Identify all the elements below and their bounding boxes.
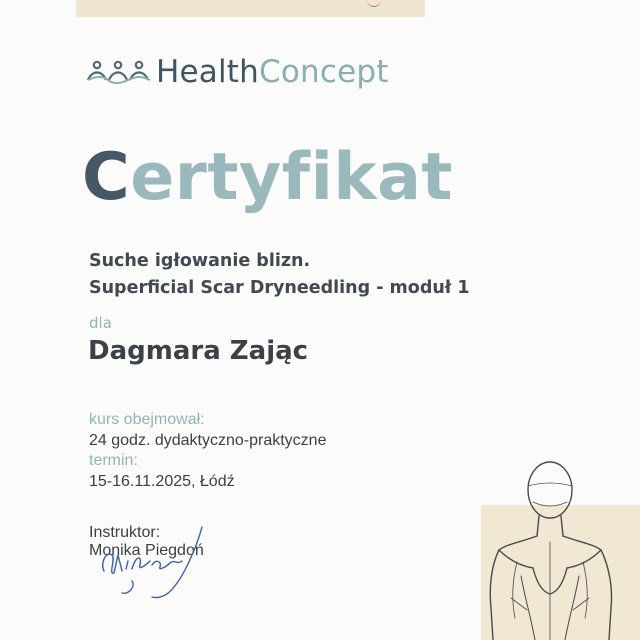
scope-label: kurs obejmował: — [89, 411, 205, 428]
scope-value: 24 godz. dydaktyczno-praktyczne — [89, 431, 327, 449]
course-details — [89, 410, 326, 492]
certificate-title — [82, 138, 453, 218]
instructor-name: Monika Piegdoń — [89, 542, 204, 559]
top-decorative-band — [76, 0, 425, 17]
date-value: 15-16.11.2025, Łódź — [89, 472, 235, 490]
three-figures-logo-icon — [86, 52, 152, 92]
course-title-line1: Suche igłowanie blizn. — [89, 251, 311, 271]
brand-name-part2: Concept — [259, 54, 389, 90]
certificate-title-rest: ertyfikat — [130, 140, 454, 215]
course-title-line2: Superficial Scar Dryneedling - moduł 1 — [89, 278, 470, 298]
recipient-name: Dagmara Zając — [88, 336, 309, 366]
anatomy-sketch-figure — [481, 458, 640, 640]
decorative-mark — [367, 0, 381, 7]
date-label: termin: — [89, 452, 138, 469]
brand-name — [156, 54, 389, 90]
certificate-title-initial: C — [82, 140, 131, 215]
instructor-label: Instruktor: — [89, 524, 161, 541]
course-title — [89, 248, 470, 302]
recipient-label: dla — [89, 314, 112, 332]
handwritten-signature — [92, 525, 212, 605]
brand-name-part1: Health — [156, 54, 259, 90]
health-concept-logo — [86, 52, 389, 92]
